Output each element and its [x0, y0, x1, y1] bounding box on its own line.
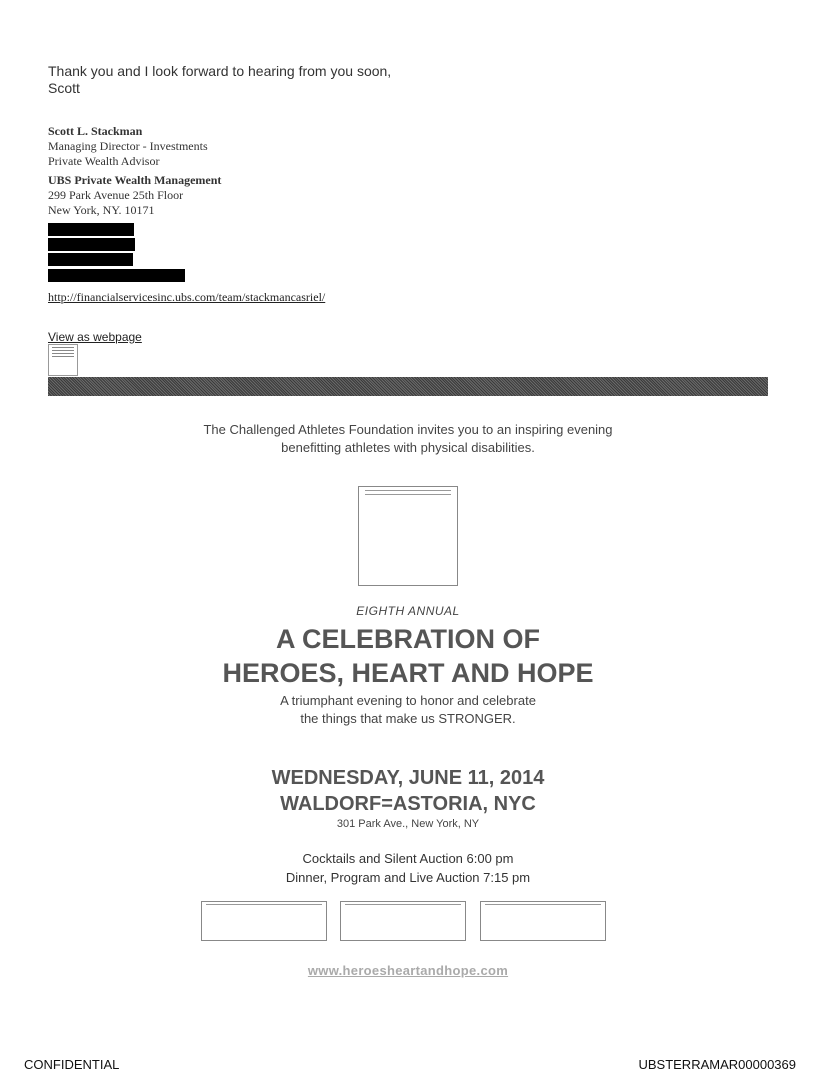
confidential-label: CONFIDENTIAL [24, 1057, 120, 1072]
subtitle-line-1: A triumphant evening to honor and celebrate [280, 693, 536, 708]
signature-address-1: 299 Park Avenue 25th Floor [48, 188, 184, 202]
foundation-logo-image [358, 486, 458, 586]
closing-name: Scott [48, 80, 80, 96]
redaction-bar [48, 223, 134, 236]
event-schedule [0, 849, 816, 887]
broken-image-icon [48, 344, 78, 376]
redaction-bar [48, 253, 133, 266]
signature-title-2: Private Wealth Advisor [48, 154, 160, 168]
sponsor-image [480, 901, 606, 941]
header-banner-image [48, 377, 768, 396]
invite-line-2: benefitting athletes with physical disabilities. [281, 440, 535, 455]
event-title-line-2: HEROES, HEART AND HOPE [222, 658, 594, 688]
email-closing [48, 63, 391, 97]
event-date-venue [0, 765, 816, 817]
bates-number: UBSTERRAMAR00000369 [638, 1057, 796, 1072]
schedule-cocktails: Cocktails and Silent Auction 6:00 pm [302, 851, 514, 866]
closing-line: Thank you and I look forward to hearing from you soon, [48, 63, 392, 79]
eighth-annual-label: EIGHTH ANNUAL [356, 604, 460, 618]
sponsor-image [340, 901, 466, 941]
schedule-dinner: Dinner, Program and Live Auction 7:15 pm [285, 870, 531, 885]
redaction-bar [48, 269, 185, 282]
subtitle-line-2: the things that make us STRONGER. [300, 711, 516, 726]
redaction-bar [48, 238, 135, 251]
signature-name: Scott L. Stackman [48, 124, 143, 138]
event-title-line-1: A CELEBRATION OF [276, 624, 540, 654]
signature-firm: UBS Private Wealth Management [48, 173, 222, 187]
event-title [0, 622, 816, 690]
venue-address: 301 Park Ave., New York, NY [336, 818, 480, 830]
view-as-webpage-link[interactable]: View as webpage [48, 330, 142, 344]
signature-title-1: Managing Director - Investments [48, 139, 208, 153]
advisor-team-link[interactable]: http://financialservicesinc.ubs.com/team/stackmancasriel/ [48, 290, 326, 304]
invitation-text [0, 421, 816, 457]
event-date: WEDNESDAY, JUNE 11, 2014 [271, 767, 545, 789]
event-subtitle [0, 692, 816, 728]
signature-address-2: New York, NY. 10171 [48, 203, 155, 217]
event-venue: WALDORF=ASTORIA, NYC [280, 793, 536, 815]
event-website-link[interactable]: www.heroesheartandhope.com [307, 963, 509, 978]
sponsor-image [201, 901, 327, 941]
invite-line-1: The Challenged Athletes Foundation invites you to an inspiring evening [203, 422, 613, 437]
email-signature [48, 124, 221, 218]
